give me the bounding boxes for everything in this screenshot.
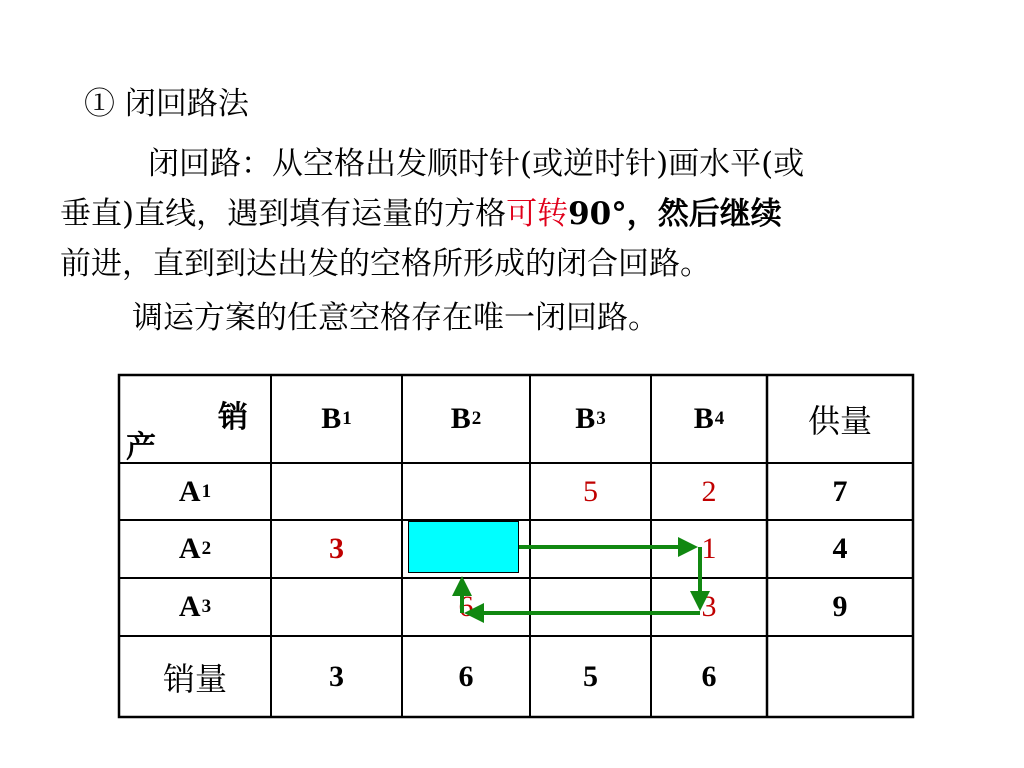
col-header-b4: B 4 xyxy=(693,402,725,435)
demand-b4: 6 xyxy=(701,659,717,693)
col-header-b2: B 2 xyxy=(450,402,482,435)
cell-a1-b4: 2 xyxy=(701,474,717,508)
definition-line-2 xyxy=(60,196,782,232)
definition-line-3: 前进，直到到达出发的空格所形成的闭合回路。 xyxy=(60,246,711,282)
empty-cell-start xyxy=(408,521,519,573)
cell-a3-b4: 3 xyxy=(701,590,717,623)
row-header-demand: 销量 xyxy=(162,659,227,698)
definition-text: 垂直)直线，遇到填有运量的方格 xyxy=(60,196,507,232)
cell-a3-b2: 6 xyxy=(458,590,474,623)
demand-b1: 3 xyxy=(329,659,344,693)
row-header-a1: A 1 xyxy=(178,474,212,508)
corner-label-production: 产 xyxy=(126,430,156,465)
row-header-a3: A 3 xyxy=(178,590,212,623)
corner-label-sales: 销 xyxy=(218,400,248,435)
definition-line-1: 闭回路：从空格出发顺时针(或逆时针)画水平(或 xyxy=(148,146,805,182)
cell-a2-b4: 1 xyxy=(701,532,717,565)
definition-text-cont: 90°，然后继续 xyxy=(568,196,782,232)
cell-a1-b3: 5 xyxy=(583,474,598,508)
demand-b2: 6 xyxy=(458,659,474,693)
section-heading: ① 闭回路法 xyxy=(84,86,249,122)
supply-a1: 7 xyxy=(832,474,848,508)
col-header-supply: 供量 xyxy=(807,402,872,440)
highlight-text: 可转 xyxy=(506,196,569,232)
col-header-b3: B 3 xyxy=(575,402,606,435)
supply-a3: 9 xyxy=(832,590,848,623)
supply-a2: 4 xyxy=(832,532,848,565)
demand-b3: 5 xyxy=(583,659,598,693)
cell-a2-b1: 3 xyxy=(329,532,344,565)
col-header-b1: B 1 xyxy=(321,402,352,435)
row-header-a2: A 2 xyxy=(178,532,212,565)
uniqueness-statement: 调运方案的任意空格存在唯一闭回路。 xyxy=(132,300,659,336)
